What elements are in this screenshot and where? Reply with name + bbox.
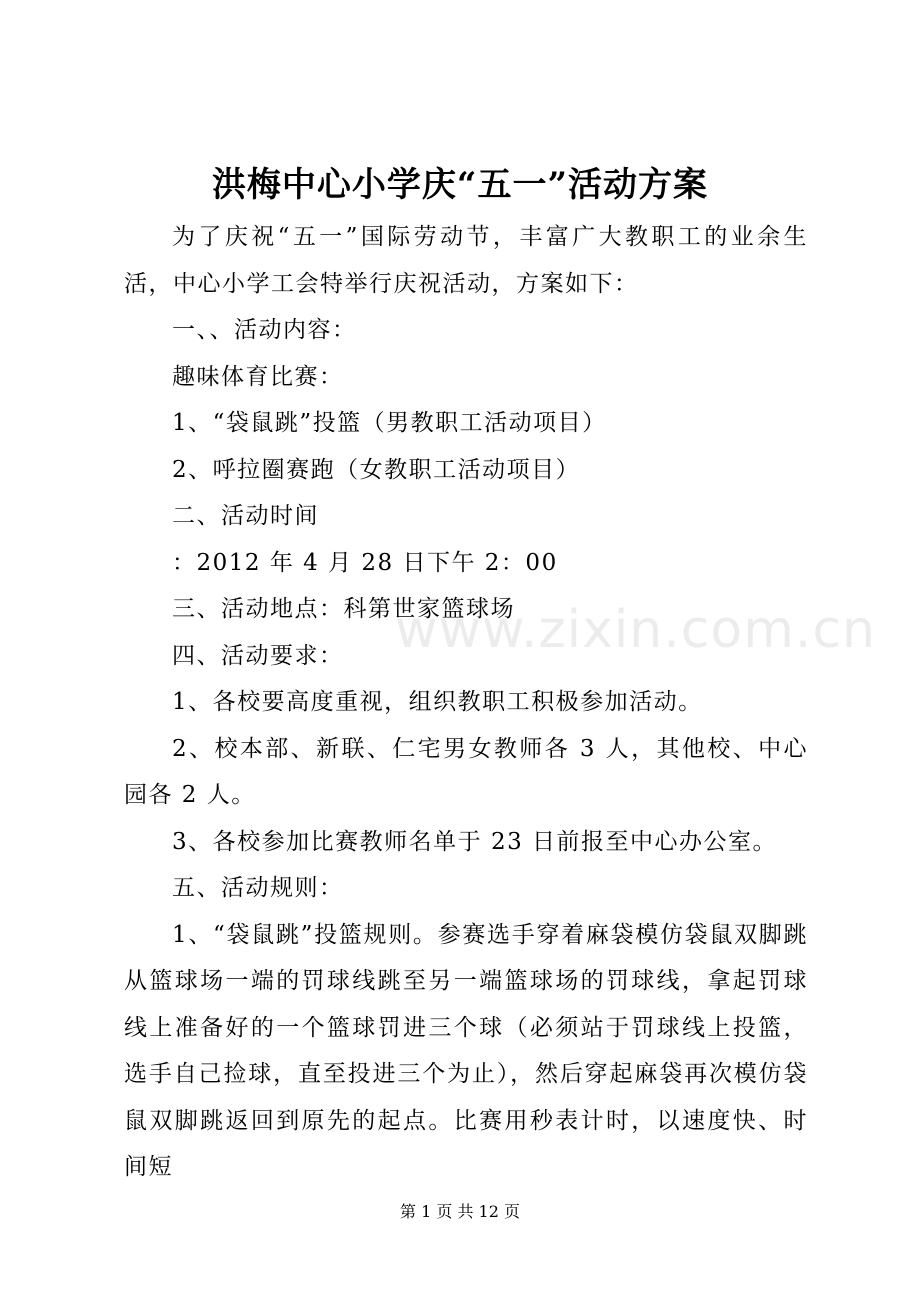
paragraph-item-1: 1、“袋鼠跳”投篮（男教职工活动项目） [172, 410, 607, 436]
document-title: 洪梅中心小学庆“五一”活动方案 [211, 165, 709, 205]
paragraph-section-1: 一、、活动内容： [172, 317, 357, 343]
paragraph-section-5: 五、活动规则： [172, 875, 344, 901]
paragraph-req-1: 1、各校要高度重视，组织教职工积极参加活动。 [172, 689, 703, 715]
paragraph-section-2: 二、活动时间 [172, 503, 319, 529]
watermark: www.zixin.com.cn [395, 600, 876, 660]
page-footer: 第 1 页 共 12 页 [400, 1202, 520, 1221]
paragraph-req-3: 3、各校参加比赛教师名单于 23 日前报至中心办公室。 [172, 828, 778, 855]
document-body [124, 214, 808, 1191]
paragraph-req-2: 2、校本部、新联、仁宅男女教师各 3 人，其他校、中心园各 2 人。 [124, 735, 808, 808]
paragraph-item-2: 2、呼拉圈赛跑（女教职工活动项目） [172, 456, 581, 483]
paragraph-intro: 为了庆祝“五一”国际劳动节，丰富广大教职工的业余生活，中心小学工会特举行庆祝活动，方案如下： [124, 224, 808, 297]
paragraph-rule-1: 1、“袋鼠跳”投篮规则。参赛选手穿着麻袋模仿袋鼠双脚跳从篮球场一端的罚球线跳至另一端篮球场的罚球线，拿起罚球线上准备好的一个篮球罚进三个球（必须站于罚球线上投篮，选手自己捡球，直至投进三个为止），然后穿起麻袋再次模仿袋鼠双脚跳返回到原先的起点。比赛用秒表计时，以速度快、时间短 [124, 921, 808, 1180]
paragraph-time: ：2012 年 4 月 28 日下午 2：00 [172, 549, 558, 576]
paragraph-section-4: 四、活动要求： [172, 642, 344, 669]
paragraph-section-3: 三、活动地点：科第世家篮球场 [172, 596, 515, 622]
paragraph-subtitle: 趣味体育比赛： [172, 363, 344, 390]
